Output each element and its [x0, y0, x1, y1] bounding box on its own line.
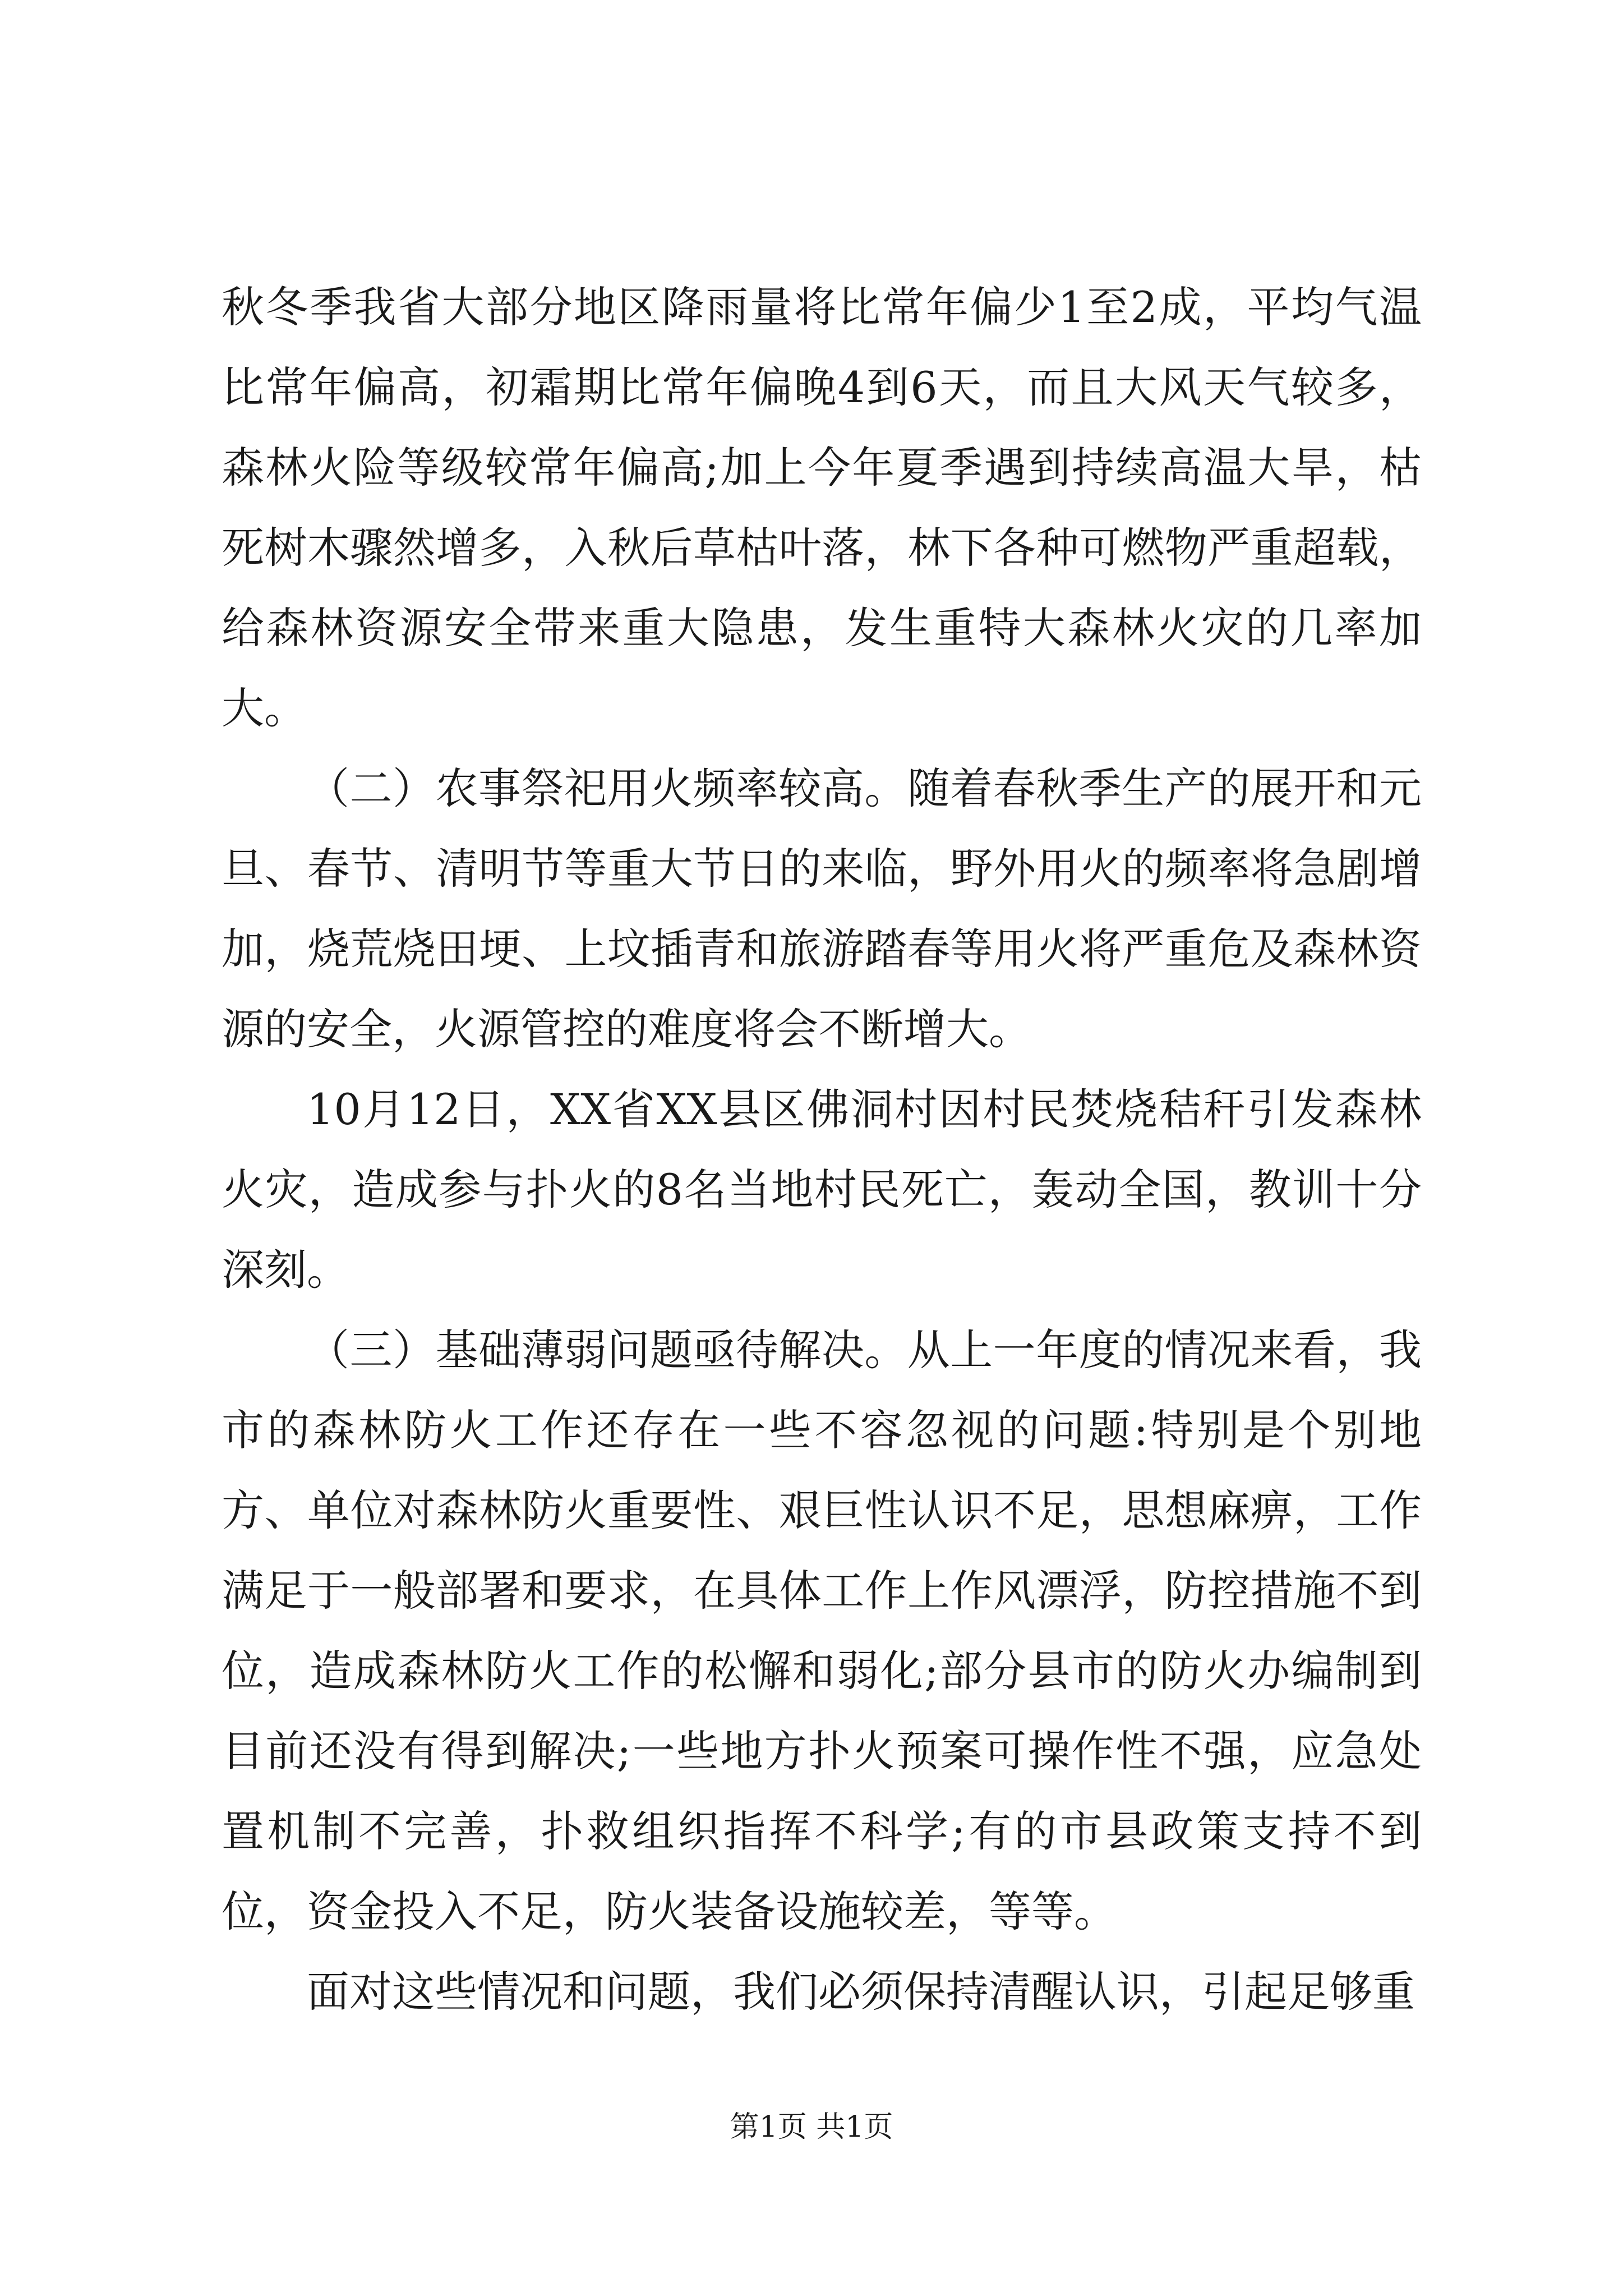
paragraph-fire-incident: 10月12日，XX省XX县区佛洞村因村民焚烧秸秆引发森林火灾，造成参与扑火的8名当地村民死亡，轰动全国，教训十分深刻。 — [222, 1084, 1422, 1295]
paragraph-farming-fire-use: （二）农事祭祀用火频率较高。随着春秋季生产的展开和元旦、春节、清明节等重大节日的来临，野外用火的频率将急剧增加，烧荒烧田埂、上坟插青和旅游踏春等用火将严重危及森林资源的安全，火源管控的难度将会不断增大。 — [222, 763, 1422, 1054]
document-body — [222, 267, 1422, 2032]
paragraph-weak-foundation: （三）基础薄弱问题亟待解决。从上一年度的情况来看，我市的森林防火工作还存在一些不容忽视的问题:特别是个别地方、单位对森林防火重要性、艰巨性认识不足，思想麻痹，工作满足于一般部署和要求，在具体工作上作风漂浮，防控措施不到位，造成森林防火工作的松懈和弱化;部分县市的防火办编制到目前还没有得到解决;一些地方扑火预案可操作性不强，应急处置机制不完善，扑救组织指挥不科学;有的市县政策支持不到位，资金投入不足，防火装备设施较差，等等。 — [222, 1325, 1422, 1936]
paragraph-conclusion-start: 面对这些情况和问题，我们必须保持清醒认识，引起足够重 — [307, 1967, 1415, 2017]
paragraph-rainfall-forecast: 秋冬季我省大部分地区降雨量将比常年偏少1至2成，平均气温比常年偏高，初霜期比常年偏晚4到6天，而且大风天气较多，森林火险等级较常年偏高;加上今年夏季遇到持续高温大旱，枯死树木骤然增多，入秋后草枯叶落，林下各种可燃物严重超载，给森林资源安全带来重大隐患，发生重特大森林火灾的几率加大。 — [222, 282, 1422, 733]
page-number-label: 第1页 共1页 — [730, 2110, 893, 2144]
page-footer — [0, 2105, 1623, 2150]
